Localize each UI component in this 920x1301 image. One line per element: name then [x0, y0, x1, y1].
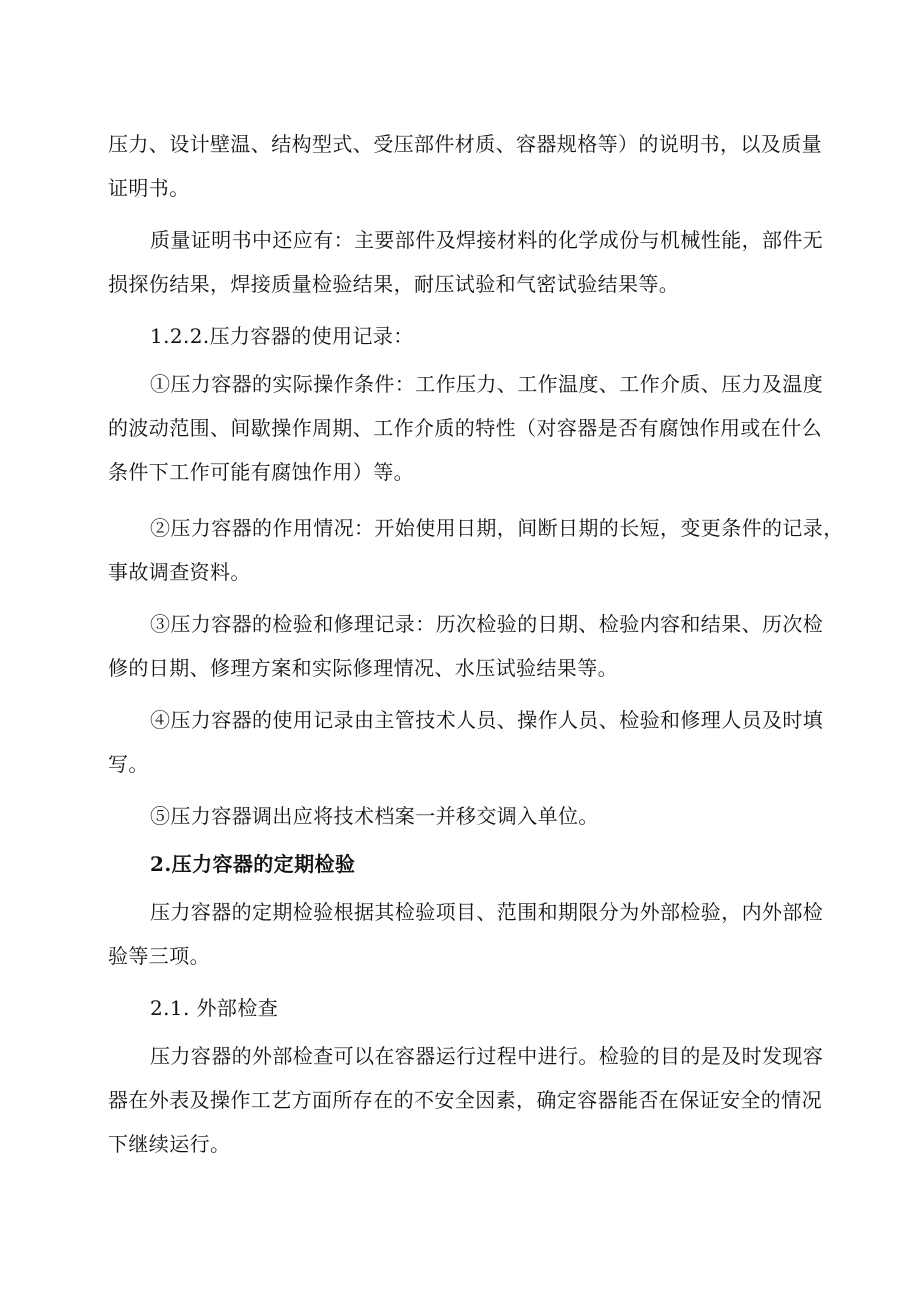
text-line: 验等三项。 [108, 944, 210, 968]
text-line: ①压力容器的实际操作条件：工作压力、工作温度、工作介质、压力及温度 [150, 372, 824, 396]
paragraph-periodic-inspection [108, 890, 824, 978]
paragraph-usage-status [108, 506, 844, 594]
text-line: ③压力容器的检验和修理记录：历次检验的日期、检验内容和结果、历次检 [150, 612, 824, 636]
text-line: 证明书。 [108, 176, 190, 200]
text-line: 压力容器的外部检查可以在容器运行过程中进行。检验的目的是及时发现容 [150, 1044, 824, 1068]
section-1-2-2-heading [108, 314, 816, 358]
text-line: 质量证明书中还应有：主要部件及焊接材料的化学成份与机械性能，部件无 [150, 228, 824, 252]
paragraph-external-inspection [108, 1034, 824, 1166]
section-2-heading [108, 842, 816, 886]
text-line: 损探伤结果，焊接质量检验结果，耐压试验和气密试验结果等。 [108, 272, 680, 296]
text-line: 器在外表及操作工艺方面所存在的不安全因素，确定容器能否在保证安全的情况 [108, 1088, 822, 1112]
text-line: 2.压力容器的定期检验 [150, 852, 356, 876]
text-line: 修的日期、修理方案和实际修理情况、水压试验结果等。 [108, 656, 618, 680]
text-line: ④压力容器的使用记录由主管技术人员、操作人员、检验和修理人员及时填 [150, 708, 824, 732]
text-line: 压力、设计壁温、结构型式、受压部件材质、容器规格等）的说明书，以及质量 [108, 132, 822, 156]
paragraph-operating-conditions [108, 362, 824, 494]
text-line: 写。 [108, 752, 149, 776]
text-line: 事故调查资料。 [108, 560, 251, 584]
paragraph-equipment-description [108, 122, 822, 210]
text-line: 1.2.2.压力容器的使用记录： [150, 324, 414, 348]
text-line: 条件下工作可能有腐蚀作用）等。 [108, 460, 414, 484]
paragraph-inspection-repair-records [108, 602, 824, 690]
text-line: ②压力容器的作用情况：开始使用日期，间断日期的长短，变更条件的记录， [150, 516, 844, 540]
paragraph-quality-certificate [108, 218, 824, 306]
paragraph-record-keeping [108, 698, 824, 786]
text-line: 下继续运行。 [108, 1132, 231, 1156]
text-line: 2.1. 外部检查 [150, 996, 279, 1020]
section-2-1-heading [108, 986, 816, 1030]
paragraph-transfer-archive [108, 794, 816, 838]
text-line: 的波动范围、间歇操作周期、工作介质的特性（对容器是否有腐蚀作用或在什么 [108, 416, 822, 440]
text-line: ⑤压力容器调出应将技术档案一并移交调入单位。 [150, 804, 599, 828]
text-line: 压力容器的定期检验根据其检验项目、范围和期限分为外部检验，内外部检 [150, 900, 824, 924]
